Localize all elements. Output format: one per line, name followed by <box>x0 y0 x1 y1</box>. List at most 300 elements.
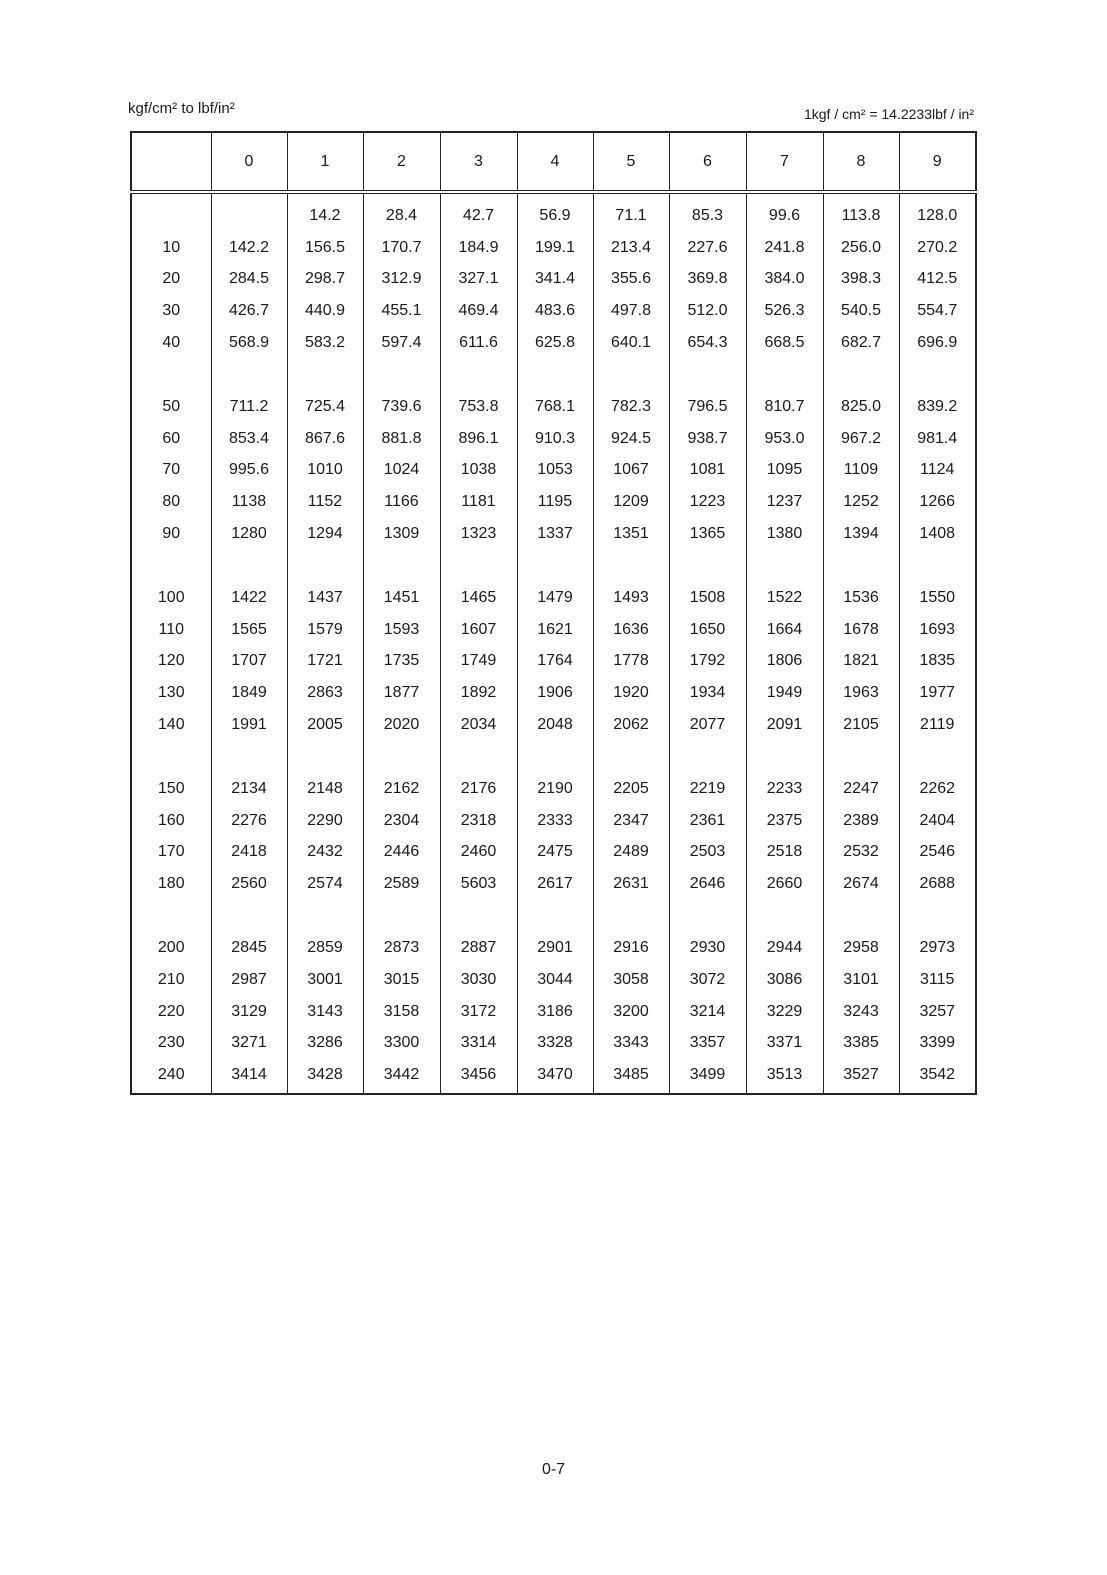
table-cell: 2489 <box>593 837 669 869</box>
table-cell: 853.4 <box>211 423 287 455</box>
table-cell: 2361 <box>669 805 746 837</box>
table-cell: 2347 <box>593 805 669 837</box>
table-row <box>131 391 976 423</box>
spacer-cell <box>440 550 517 582</box>
row-label: 140 <box>131 709 211 741</box>
spacer-cell <box>823 741 899 773</box>
table-cell: 3456 <box>440 1059 517 1094</box>
table-cell: 2105 <box>823 709 899 741</box>
table-cell: 412.5 <box>899 264 976 296</box>
table-cell: 3044 <box>517 964 593 996</box>
spacer-cell <box>211 900 287 932</box>
table-body <box>131 192 976 1094</box>
table-cell: 810.7 <box>746 391 823 423</box>
table-cell: 1821 <box>823 646 899 678</box>
table-cell: 3328 <box>517 1028 593 1060</box>
table-cell: 71.1 <box>593 192 669 232</box>
spacer-cell <box>593 550 669 582</box>
table-cell: 2432 <box>287 837 363 869</box>
table-cell: 1621 <box>517 614 593 646</box>
table-cell: 3001 <box>287 964 363 996</box>
spacer-cell <box>593 900 669 932</box>
table-cell: 3243 <box>823 996 899 1028</box>
table-cell: 2333 <box>517 805 593 837</box>
spacer-cell <box>131 900 211 932</box>
table-cell: 2119 <box>899 709 976 741</box>
table-cell: 1223 <box>669 486 746 518</box>
table-cell: 3158 <box>363 996 440 1028</box>
table-cell: 3143 <box>287 996 363 1028</box>
table-cell: 113.8 <box>823 192 899 232</box>
table-cell: 2916 <box>593 932 669 964</box>
table-cell: 640.1 <box>593 327 669 359</box>
spacer-cell <box>517 741 593 773</box>
table-cell: 1721 <box>287 646 363 678</box>
page-number: 0-7 <box>541 1461 566 1478</box>
table-cell: 2973 <box>899 932 976 964</box>
table-cell: 3527 <box>823 1059 899 1094</box>
table-cell: 1038 <box>440 455 517 487</box>
table-cell: 1408 <box>899 518 976 550</box>
spacer-cell <box>746 359 823 391</box>
table-cell: 1010 <box>287 455 363 487</box>
table-cell: 1778 <box>593 646 669 678</box>
row-label: 180 <box>131 868 211 900</box>
row-label: 110 <box>131 614 211 646</box>
spacer-cell <box>363 359 440 391</box>
table-cell: 2660 <box>746 868 823 900</box>
table-cell: 2546 <box>899 837 976 869</box>
table-cell: 1451 <box>363 582 440 614</box>
table-cell: 981.4 <box>899 423 976 455</box>
table-cell: 526.3 <box>746 295 823 327</box>
table-cell: 924.5 <box>593 423 669 455</box>
table-cell: 967.2 <box>823 423 899 455</box>
spacer-cell <box>131 741 211 773</box>
table-cell: 170.7 <box>363 232 440 264</box>
table-cell: 3286 <box>287 1028 363 1060</box>
table-cell: 2020 <box>363 709 440 741</box>
table-cell: 1465 <box>440 582 517 614</box>
table-cell: 128.0 <box>899 192 976 232</box>
table-cell: 1394 <box>823 518 899 550</box>
table-cell: 1508 <box>669 582 746 614</box>
table-cell: 2418 <box>211 837 287 869</box>
table-cell: 241.8 <box>746 232 823 264</box>
table-cell: 1294 <box>287 518 363 550</box>
table-cell: 3343 <box>593 1028 669 1060</box>
table-cell: 1024 <box>363 455 440 487</box>
table-row <box>131 1059 976 1094</box>
table-cell: 1437 <box>287 582 363 614</box>
column-header: 4 <box>517 132 593 192</box>
table-cell: 2674 <box>823 868 899 900</box>
table-cell: 668.5 <box>746 327 823 359</box>
table-cell: 1977 <box>899 677 976 709</box>
table-cell: 3101 <box>823 964 899 996</box>
table-cell: 1365 <box>669 518 746 550</box>
table-cell: 825.0 <box>823 391 899 423</box>
table-cell: 2062 <box>593 709 669 741</box>
table-cell: 3385 <box>823 1028 899 1060</box>
table-row <box>131 837 976 869</box>
spacer-cell <box>517 359 593 391</box>
table-cell: 1209 <box>593 486 669 518</box>
spacer-cell <box>211 741 287 773</box>
table-row <box>131 518 976 550</box>
row-label: 40 <box>131 327 211 359</box>
table-cell: 2290 <box>287 805 363 837</box>
spacer-cell <box>746 741 823 773</box>
table-cell: 3015 <box>363 964 440 996</box>
table-cell: 1920 <box>593 677 669 709</box>
table-cell: 3229 <box>746 996 823 1028</box>
table-cell: 2574 <box>287 868 363 900</box>
table-cell: 256.0 <box>823 232 899 264</box>
spacer-cell <box>899 550 976 582</box>
table-cell: 327.1 <box>440 264 517 296</box>
table-row <box>131 964 976 996</box>
table-cell: 469.4 <box>440 295 517 327</box>
table-cell: 3470 <box>517 1059 593 1094</box>
table-row <box>131 295 976 327</box>
table-cell: 3115 <box>899 964 976 996</box>
group-spacer <box>131 359 976 391</box>
table-cell: 142.2 <box>211 232 287 264</box>
row-label: 230 <box>131 1028 211 1060</box>
column-header-row-label <box>131 132 211 192</box>
table-cell: 1550 <box>899 582 976 614</box>
table-cell: 1849 <box>211 677 287 709</box>
row-label: 150 <box>131 773 211 805</box>
table-cell: 2048 <box>517 709 593 741</box>
table-cell: 2404 <box>899 805 976 837</box>
group-spacer <box>131 741 976 773</box>
table-cell: 3030 <box>440 964 517 996</box>
table-cell: 2148 <box>287 773 363 805</box>
row-label: 240 <box>131 1059 211 1094</box>
row-label: 20 <box>131 264 211 296</box>
table-cell: 341.4 <box>517 264 593 296</box>
spacer-cell <box>517 550 593 582</box>
table-cell: 3542 <box>899 1059 976 1094</box>
table-cell: 1664 <box>746 614 823 646</box>
table-cell: 1081 <box>669 455 746 487</box>
spacer-cell <box>211 550 287 582</box>
table-row <box>131 423 976 455</box>
table-cell: 1280 <box>211 518 287 550</box>
table-cell: 682.7 <box>823 327 899 359</box>
spacer-cell <box>669 900 746 932</box>
table-cell: 1181 <box>440 486 517 518</box>
table-cell: 2646 <box>669 868 746 900</box>
table-cell: 227.6 <box>669 232 746 264</box>
table-cell: 2005 <box>287 709 363 741</box>
table-cell: 298.7 <box>287 264 363 296</box>
table-cell: 2318 <box>440 805 517 837</box>
conversion-formula: 1kgf / cm² = 14.2233lbf / in² <box>803 106 974 122</box>
spacer-cell <box>669 550 746 582</box>
table-cell: 2375 <box>746 805 823 837</box>
spacer-cell <box>746 550 823 582</box>
table-cell: 611.6 <box>440 327 517 359</box>
table-cell: 3172 <box>440 996 517 1028</box>
table-cell: 199.1 <box>517 232 593 264</box>
table-row <box>131 709 976 741</box>
table-row <box>131 582 976 614</box>
table-cell: 1806 <box>746 646 823 678</box>
table-cell: 3485 <box>593 1059 669 1094</box>
row-label: 50 <box>131 391 211 423</box>
table-row <box>131 327 976 359</box>
table-cell: 725.4 <box>287 391 363 423</box>
table-cell: 995.6 <box>211 455 287 487</box>
spacer-cell <box>363 741 440 773</box>
table-cell: 2233 <box>746 773 823 805</box>
table-cell: 1252 <box>823 486 899 518</box>
table-cell: 1138 <box>211 486 287 518</box>
table-cell: 711.2 <box>211 391 287 423</box>
table-cell: 1579 <box>287 614 363 646</box>
row-label: 90 <box>131 518 211 550</box>
spacer-cell <box>746 900 823 932</box>
table-cell: 1764 <box>517 646 593 678</box>
table-cell: 1309 <box>363 518 440 550</box>
table-cell: 42.7 <box>440 192 517 232</box>
table-cell: 3257 <box>899 996 976 1028</box>
spacer-cell <box>287 550 363 582</box>
row-label: 100 <box>131 582 211 614</box>
table-cell: 213.4 <box>593 232 669 264</box>
spacer-cell <box>823 900 899 932</box>
column-header: 2 <box>363 132 440 192</box>
spacer-cell <box>440 741 517 773</box>
table-cell: 99.6 <box>746 192 823 232</box>
table-cell: 1693 <box>899 614 976 646</box>
table-cell: 2887 <box>440 932 517 964</box>
table-row <box>131 486 976 518</box>
row-label: 120 <box>131 646 211 678</box>
table-cell: 497.8 <box>593 295 669 327</box>
spacer-cell <box>593 741 669 773</box>
table-cell: 782.3 <box>593 391 669 423</box>
spacer-cell <box>363 550 440 582</box>
column-header: 8 <box>823 132 899 192</box>
spacer-cell <box>669 359 746 391</box>
spacer-cell <box>823 550 899 582</box>
table-cell: 768.1 <box>517 391 593 423</box>
table-cell: 1593 <box>363 614 440 646</box>
table-cell: 1095 <box>746 455 823 487</box>
table-cell: 2617 <box>517 868 593 900</box>
spacer-cell <box>899 900 976 932</box>
spacer-cell <box>131 359 211 391</box>
table-cell: 3499 <box>669 1059 746 1094</box>
table-cell: 1565 <box>211 614 287 646</box>
table-row <box>131 805 976 837</box>
table-cell: 2091 <box>746 709 823 741</box>
table-cell: 1166 <box>363 486 440 518</box>
table-row <box>131 192 976 232</box>
table-cell: 1152 <box>287 486 363 518</box>
table-cell: 3058 <box>593 964 669 996</box>
table-cell: 1835 <box>899 646 976 678</box>
column-header: 6 <box>669 132 746 192</box>
table-cell: 2247 <box>823 773 899 805</box>
table-row <box>131 614 976 646</box>
table-cell: 3300 <box>363 1028 440 1060</box>
table-cell: 1792 <box>669 646 746 678</box>
table-cell: 184.9 <box>440 232 517 264</box>
table-cell: 1906 <box>517 677 593 709</box>
table-cell: 1892 <box>440 677 517 709</box>
table-cell: 270.2 <box>899 232 976 264</box>
table-cell: 3186 <box>517 996 593 1028</box>
table-cell: 597.4 <box>363 327 440 359</box>
row-label: 130 <box>131 677 211 709</box>
row-label: 160 <box>131 805 211 837</box>
spacer-cell <box>517 900 593 932</box>
column-header: 3 <box>440 132 517 192</box>
table-cell: 2845 <box>211 932 287 964</box>
table-cell: 369.8 <box>669 264 746 296</box>
table-cell: 2688 <box>899 868 976 900</box>
table-cell: 1237 <box>746 486 823 518</box>
spacer-cell <box>440 900 517 932</box>
table-cell: 3214 <box>669 996 746 1028</box>
table-cell: 3086 <box>746 964 823 996</box>
table-cell: 896.1 <box>440 423 517 455</box>
table-cell: 2518 <box>746 837 823 869</box>
table-cell: 1607 <box>440 614 517 646</box>
spacer-cell <box>211 359 287 391</box>
table-cell: 284.5 <box>211 264 287 296</box>
table-cell: 2134 <box>211 773 287 805</box>
table-row <box>131 677 976 709</box>
table-cell: 1053 <box>517 455 593 487</box>
table-cell: 2077 <box>669 709 746 741</box>
spacer-cell <box>823 359 899 391</box>
row-label <box>131 192 211 232</box>
table-cell: 796.5 <box>669 391 746 423</box>
row-label: 70 <box>131 455 211 487</box>
table-row <box>131 773 976 805</box>
table-cell: 398.3 <box>823 264 899 296</box>
spacer-cell <box>899 359 976 391</box>
table-cell: 1749 <box>440 646 517 678</box>
table-cell: 3371 <box>746 1028 823 1060</box>
table-cell: 1422 <box>211 582 287 614</box>
table-cell: 3271 <box>211 1028 287 1060</box>
table-cell: 1479 <box>517 582 593 614</box>
table-cell: 1195 <box>517 486 593 518</box>
table-row <box>131 996 976 1028</box>
table-row <box>131 1028 976 1060</box>
table-cell: 3414 <box>211 1059 287 1094</box>
table-cell: 1991 <box>211 709 287 741</box>
table-cell: 14.2 <box>287 192 363 232</box>
row-label: 10 <box>131 232 211 264</box>
table-row <box>131 232 976 264</box>
table-cell: 625.8 <box>517 327 593 359</box>
table-cell: 540.5 <box>823 295 899 327</box>
table-cell: 2503 <box>669 837 746 869</box>
row-label: 60 <box>131 423 211 455</box>
table-cell: 2873 <box>363 932 440 964</box>
table-cell: 2446 <box>363 837 440 869</box>
table-cell: 3072 <box>669 964 746 996</box>
column-header: 7 <box>746 132 823 192</box>
table-cell: 1877 <box>363 677 440 709</box>
table-row <box>131 264 976 296</box>
table-cell: 1351 <box>593 518 669 550</box>
table-row <box>131 646 976 678</box>
table-cell: 1067 <box>593 455 669 487</box>
row-label: 80 <box>131 486 211 518</box>
table-cell: 2589 <box>363 868 440 900</box>
table-row <box>131 455 976 487</box>
row-label: 170 <box>131 837 211 869</box>
table-cell: 3200 <box>593 996 669 1028</box>
table-cell: 3442 <box>363 1059 440 1094</box>
table-cell: 2863 <box>287 677 363 709</box>
table-cell: 2631 <box>593 868 669 900</box>
column-header: 1 <box>287 132 363 192</box>
group-spacer <box>131 550 976 582</box>
table-cell: 2176 <box>440 773 517 805</box>
table-cell: 5603 <box>440 868 517 900</box>
table-cell: 483.6 <box>517 295 593 327</box>
column-header: 5 <box>593 132 669 192</box>
table-cell: 881.8 <box>363 423 440 455</box>
table-cell: 1963 <box>823 677 899 709</box>
table-cell: 1678 <box>823 614 899 646</box>
table-cell: 355.6 <box>593 264 669 296</box>
table-title: kgf/cm² to lbf/in² <box>128 100 235 117</box>
table-cell: 696.9 <box>899 327 976 359</box>
spacer-cell <box>669 741 746 773</box>
table-cell: 753.8 <box>440 391 517 423</box>
table-cell: 1380 <box>746 518 823 550</box>
table-cell: 1323 <box>440 518 517 550</box>
table-cell: 1109 <box>823 455 899 487</box>
table-cell: 2944 <box>746 932 823 964</box>
table-cell: 1650 <box>669 614 746 646</box>
table-cell: 1493 <box>593 582 669 614</box>
table-cell: 1934 <box>669 677 746 709</box>
table-cell: 3428 <box>287 1059 363 1094</box>
table-cell: 2460 <box>440 837 517 869</box>
table-row <box>131 868 976 900</box>
spacer-cell <box>131 550 211 582</box>
table-cell: 2034 <box>440 709 517 741</box>
table-cell: 2532 <box>823 837 899 869</box>
table-cell: 654.3 <box>669 327 746 359</box>
table-cell: 85.3 <box>669 192 746 232</box>
table-cell: 3399 <box>899 1028 976 1060</box>
table-cell: 1266 <box>899 486 976 518</box>
group-spacer <box>131 900 976 932</box>
spacer-cell <box>363 900 440 932</box>
spacer-cell <box>287 359 363 391</box>
table-cell: 2190 <box>517 773 593 805</box>
table-cell: 839.2 <box>899 391 976 423</box>
table-cell: 2475 <box>517 837 593 869</box>
table-cell: 1735 <box>363 646 440 678</box>
table-cell: 739.6 <box>363 391 440 423</box>
table-cell: 867.6 <box>287 423 363 455</box>
header-row <box>131 132 976 192</box>
